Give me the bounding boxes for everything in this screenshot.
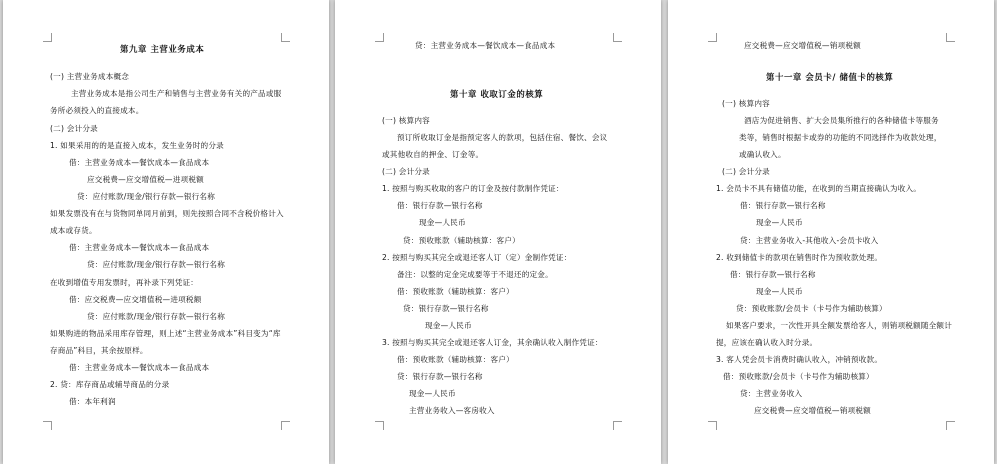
paragraph-line: 如果发票没有在与货物同单同月前到，则先按照合同不含税价格计入 — [50, 209, 284, 218]
paragraph-line: 3. 按照与购买其完全或退还客人订金，其余确认收入制作凭证： — [382, 338, 603, 347]
section-heading: (一) 主营业务成本概念 — [50, 72, 130, 81]
entry-line: 贷：预收账款（辅助核算：客户） — [403, 236, 520, 245]
entry-line: 借：应交税费—应交增值税—进项税额 — [69, 295, 202, 304]
crop-mark — [281, 421, 290, 430]
entry-line: 借：银行存款—银行名称 — [397, 201, 483, 210]
section-heading: (二) 会计分录 — [50, 124, 98, 133]
paragraph-line: 酒店为促进销售、扩大会员集所推行的各种储值卡等服务 — [744, 116, 939, 125]
entry-line: 借：银行存款—银行名称 — [730, 270, 816, 279]
entry-line: 应交税费—应交增值税—销项税额 — [754, 406, 871, 415]
crop-mark — [375, 421, 384, 430]
paragraph-line: 2. 贷：库存商品或辅导商品的分录 — [50, 380, 170, 389]
paragraph-line: 如果客户要求，一次性开具全额发票给客人，则销项税额随全额计 — [726, 321, 953, 330]
crop-mark — [613, 33, 622, 42]
crop-mark — [946, 421, 955, 430]
entry-line: 贷：预收账款/会员卡（卡号作为辅助核算） — [736, 304, 887, 313]
crop-mark — [375, 33, 384, 42]
paragraph-line: 成本或存货。 — [50, 226, 97, 235]
chapter-title: 第十章 收取订金的核算 — [450, 89, 544, 99]
chapter-title: 第十一章 会员卡/ 储值卡的核算 — [766, 72, 894, 82]
entry-line: 借：主营业务成本—餐饮成本—食品成本 — [69, 158, 210, 167]
paragraph-line: 1. 按照与购买收取的客户的订金及按付款制作凭证： — [382, 184, 564, 193]
crop-mark — [43, 33, 52, 42]
entry-line: 借：预收账款（辅助核算：客户） — [397, 355, 514, 364]
crop-mark — [946, 33, 955, 42]
paragraph-line: 存商品”科目，其余按原样。 — [50, 346, 148, 355]
entry-line: 借：主营业务成本—餐饮成本—食品成本 — [69, 363, 210, 372]
crop-mark — [43, 421, 52, 430]
entry-line: 贷：应付账款/现金/银行存款—银行名称 — [87, 260, 226, 269]
entry-line: 现金—人民币 — [425, 321, 472, 330]
paragraph-line: 2. 收到储值卡的款项在销售时作为预收款处理。 — [716, 253, 883, 262]
section-heading: (二) 会计分录 — [722, 167, 770, 176]
entry-line: 应交税费—应交增值税—进项税额 — [87, 175, 204, 184]
entry-line: 贷：主营业务收入-其他收入-会员卡收入 — [740, 236, 879, 245]
paragraph-line: 预订所收取订金是指预定客人的款项，包括住宿、餐饮、会议 — [397, 133, 608, 142]
document-page-3 — [668, 0, 994, 464]
paragraph-line: 在收到增值专用发票时，再补录下列凭证： — [50, 278, 199, 287]
section-heading: (二) 会计分录 — [382, 167, 430, 176]
paragraph-line: 或确认收入。 — [739, 150, 786, 159]
chapter-title: 第九章 主营业务成本 — [120, 44, 205, 54]
entry-line: 贷：应付账款/现金/银行存款—银行名称 — [77, 192, 216, 201]
entry-line: 贷：主营业务成本—餐饮成本—食品成本 — [415, 41, 556, 50]
entry-line: 主营业务收入—客房收入 — [409, 406, 495, 415]
entry-line: 贷：银行存款—银行名称 — [403, 304, 489, 313]
entry-line: 现金—人民币 — [409, 389, 456, 398]
document-page-1 — [3, 0, 329, 464]
note-line: 备注：以整的定金完成要等于不退还的定金。 — [397, 270, 553, 279]
entry-line: 借：本年利润 — [69, 397, 116, 406]
entry-line: 现金—人民币 — [419, 218, 466, 227]
entry-line: 借：银行存款—银行名称 — [740, 201, 826, 210]
document-page-2 — [335, 0, 661, 464]
crop-mark — [281, 33, 290, 42]
paragraph-line: 3. 客人凭会员卡消费时确认收入，冲销预收款。 — [716, 355, 883, 364]
section-heading: (一) 核算内容 — [722, 99, 770, 108]
entry-line: 现金—人民币 — [756, 287, 803, 296]
section-heading: (一) 核算内容 — [382, 116, 430, 125]
paragraph-line: 主营业务成本是指公司生产和销售与主营业务有关的产品或服 — [71, 89, 282, 98]
entry-line: 借：预收账款/会员卡（卡号作为辅助核算） — [723, 372, 874, 381]
entry-line: 借：主营业务成本—餐饮成本—食品成本 — [69, 243, 210, 252]
entry-line: 应交税费—应交增值税—销项税额 — [744, 41, 861, 50]
paragraph-line: 提，应该在确认收入时分录。 — [716, 338, 818, 347]
paragraph-line: 务所必须投入的直接成本。 — [50, 106, 144, 115]
paragraph-line: 如果购进的物品采用库存管理，则上述“主营业务成本”科目变为“库 — [50, 329, 281, 338]
paragraph-line: 或其他收自的押金、订金等。 — [382, 150, 484, 159]
paragraph-line: 2. 按照与购买其完全或退还客人订（定）金制作凭证： — [382, 253, 572, 262]
paragraph-line: 类等，销售时根据卡或券的功能的不同选择作为收款处理， — [739, 133, 942, 142]
entry-line: 贷：银行存款—银行名称 — [397, 372, 483, 381]
entry-line: 贷：主营业务收入 — [740, 389, 803, 398]
entry-line: 现金—人民币 — [756, 218, 803, 227]
entry-line: 借：预收账款（辅助核算：客户） — [397, 287, 514, 296]
paragraph-line: 1. 会员卡不具有储值功能，在收到的当期直接确认为收入。 — [716, 184, 922, 193]
paragraph-line: 1. 如果采用的的是直接入成本，发生业务时的分录 — [50, 141, 224, 150]
entry-line: 贷：应付账款/现金/银行存款—银行名称 — [87, 312, 226, 321]
crop-mark — [708, 421, 717, 430]
crop-mark — [708, 33, 717, 42]
crop-mark — [613, 421, 622, 430]
